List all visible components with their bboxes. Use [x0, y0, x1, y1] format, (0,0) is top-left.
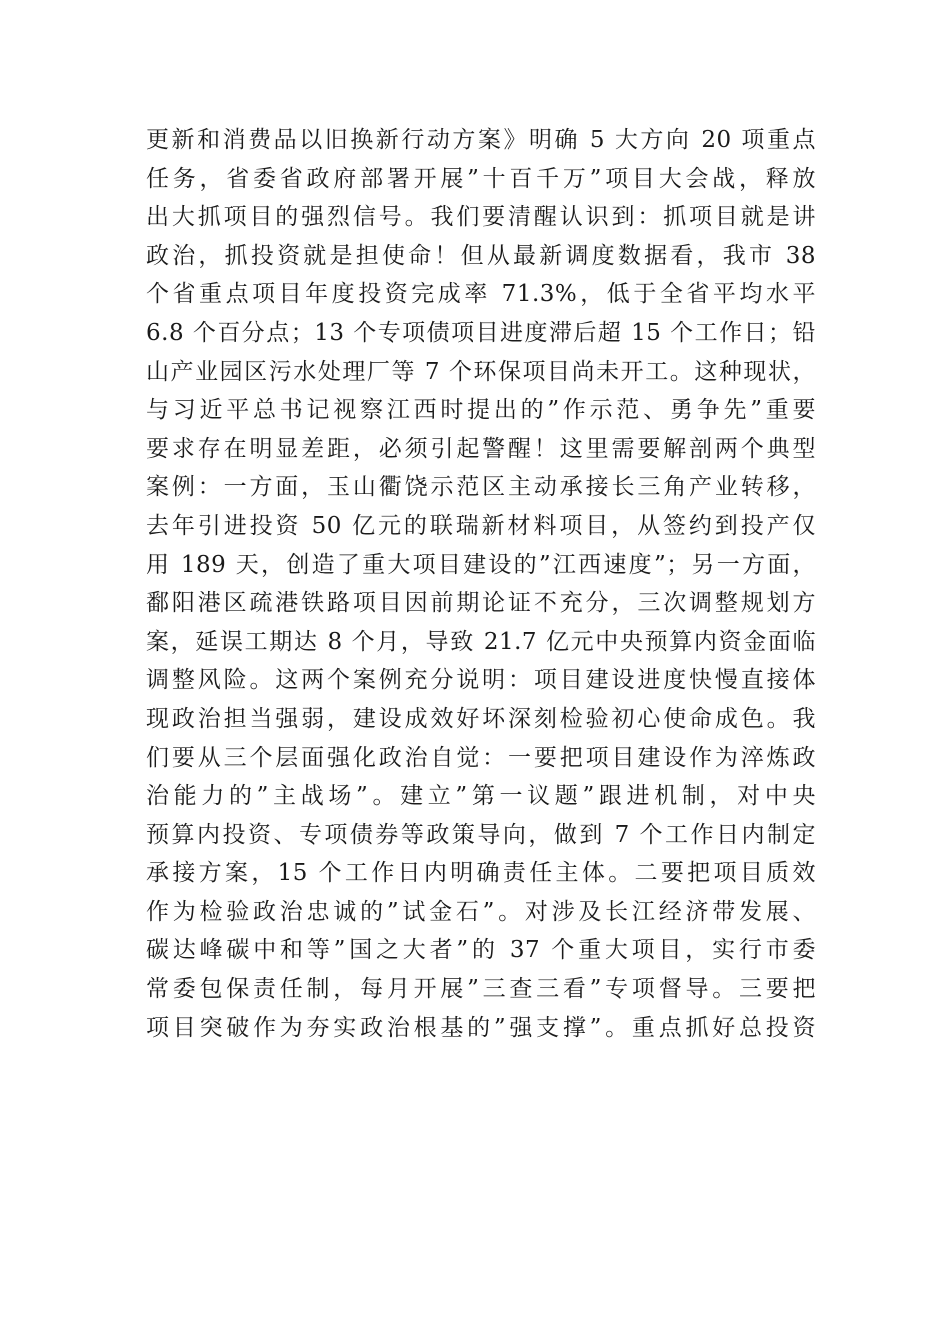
text-line-24: 项目突破作为夯实政治根基的”强支撑”。重点抓好总投资	[146, 1014, 816, 1041]
text-line-5: 个省重点项目年度投资完成率 71.3%，低于全省平均水平	[146, 281, 816, 308]
body-text	[146, 121, 816, 1047]
text-line-17: 们要从三个层面强化政治自觉：一要把项目建设作为淬炼政	[146, 744, 816, 771]
text-line-14: 案，延误工期达 8 个月，导致 21.7 亿元中央预算内资金面临	[146, 628, 816, 655]
text-line-21: 作为检验政治忠诚的”试金石”。对涉及长江经济带发展、	[146, 898, 816, 925]
text-line-1: 更新和消费品以旧换新行动方案》明确 5 大方向 20 项重点	[146, 127, 816, 153]
text-line-4: 政治，抓投资就是担使命！但从最新调度数据看，我市 38	[146, 242, 816, 269]
text-line-18: 治能力的”主战场”。建立”第一议题”跟进机制，对中央	[146, 783, 816, 810]
text-line-20: 承接方案，15 个工作日内明确责任主体。二要把项目质效	[146, 860, 816, 887]
text-line-16: 现政治担当强弱，建设成效好坏深刻检验初心使命成色。我	[146, 705, 816, 732]
text-line-12: 用 189 天，创造了重大项目建设的”江西速度”；另一方面，	[146, 551, 816, 578]
text-line-11: 去年引进投资 50 亿元的联瑞新材料项目，从签约到投产仅	[146, 512, 816, 539]
text-line-15: 调整风险。这两个案例充分说明：项目建设进度快慢直接体	[146, 667, 816, 694]
text-line-19: 预算内投资、专项债券等政策导向，做到 7 个工作日内制定	[146, 821, 816, 848]
text-line-23: 常委包保责任制，每月开展”三查三看”专项督导。三要把	[146, 976, 816, 1003]
text-line-13: 鄱阳港区疏港铁路项目因前期论证不充分，三次调整规划方	[146, 590, 816, 617]
text-line-6: 6.8 个百分点；13 个专项债项目进度滞后超 15 个工作日；铅	[146, 319, 816, 346]
text-line-10: 案例：一方面，玉山衢饶示范区主动承接长三角产业转移，	[146, 474, 816, 501]
text-line-2: 任务，省委省政府部署开展”十百千万”项目大会战，释放	[146, 165, 816, 192]
text-line-22: 碳达峰碳中和等”国之大者”的 37 个重大项目，实行市委	[146, 937, 816, 964]
text-line-8: 与习近平总书记视察江西时提出的”作示范、勇争先”重要	[146, 397, 816, 424]
text-line-3: 出大抓项目的强烈信号。我们要清醒认识到：抓项目就是讲	[146, 204, 816, 231]
text-line-9: 要求存在明显差距，必须引起警醒！这里需要解剖两个典型	[146, 435, 816, 462]
text-line-7: 山产业园区污水处理厂等 7 个环保项目尚未开工。这种现状，	[146, 358, 816, 385]
